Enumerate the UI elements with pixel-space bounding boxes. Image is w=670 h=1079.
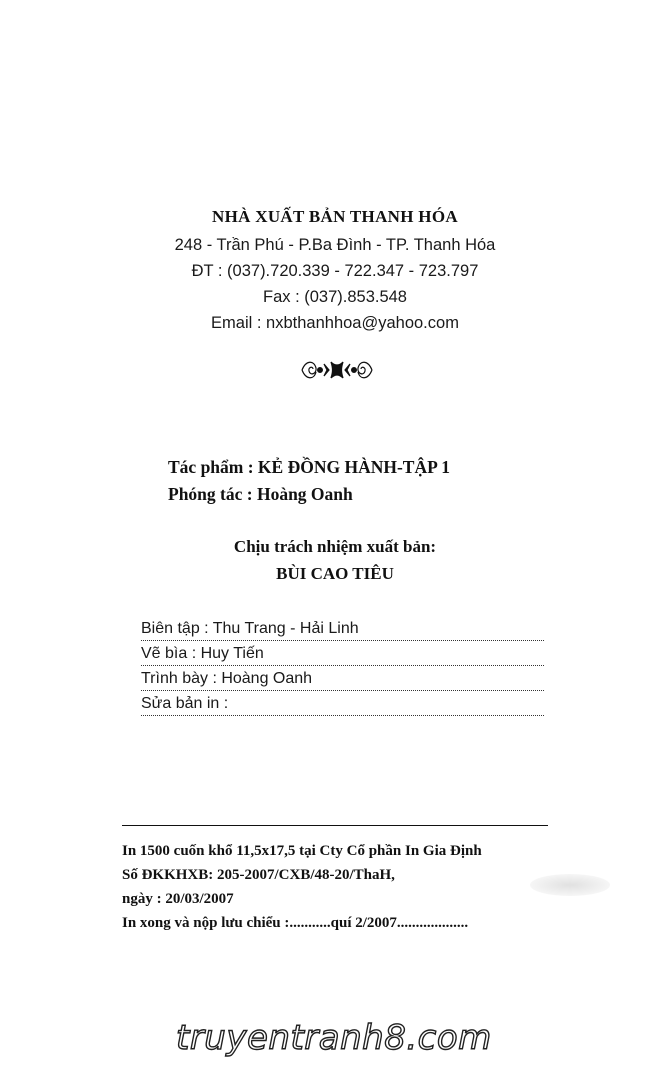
credit-editor: Biên tập : Thu Trang - Hải Linh (141, 618, 544, 641)
credit-proofreading: Sửa bản in : (141, 693, 544, 716)
adaptation-line: Phóng tác : Hoàng Oanh (168, 484, 353, 504)
registration-number-line: Số ĐKKHXB: 205-2007/CXB/48-20/ThaH, (122, 867, 395, 883)
publisher-address: 248 - Trần Phú - P.Ba Đình - TP. Thanh Hóa (174, 236, 496, 254)
credit-layout: Trình bày : Hoàng Oanh (141, 668, 544, 691)
publisher-fax: Fax : (037).853.548 (262, 288, 407, 306)
registration-date-line: ngày : 20/03/2007 (122, 891, 234, 907)
work-title-line: Tác phẩm : KẺ ĐỒNG HÀNH-TẬP 1 (168, 457, 450, 477)
credit-cover-art: Vẽ bìa : Huy Tiến (141, 643, 544, 666)
publisher-name: NHÀ XUẤT BẢN THANH HÓA (212, 207, 458, 226)
print-run-line: In 1500 cuốn khổ 11,5x17,5 tại Cty Cổ phần In Gia Định (122, 843, 482, 859)
responsibility-person: BÙI CAO TIÊU (276, 564, 394, 583)
publisher-email: Email : nxbthanhhoa@yahoo.com (211, 314, 459, 332)
responsibility-label: Chịu trách nhiệm xuất bản: (233, 537, 437, 556)
divider-rule (122, 825, 548, 826)
watermark-text: truyentranh8.com (176, 1018, 492, 1058)
deposit-line: In xong và nộp lưu chiểu :...........quí 2/2007................... (122, 915, 469, 931)
scan-smudge (530, 874, 610, 896)
publisher-phone: ĐT : (037).720.339 - 722.347 - 723.797 (191, 262, 479, 280)
floral-ornament-icon (300, 356, 374, 384)
